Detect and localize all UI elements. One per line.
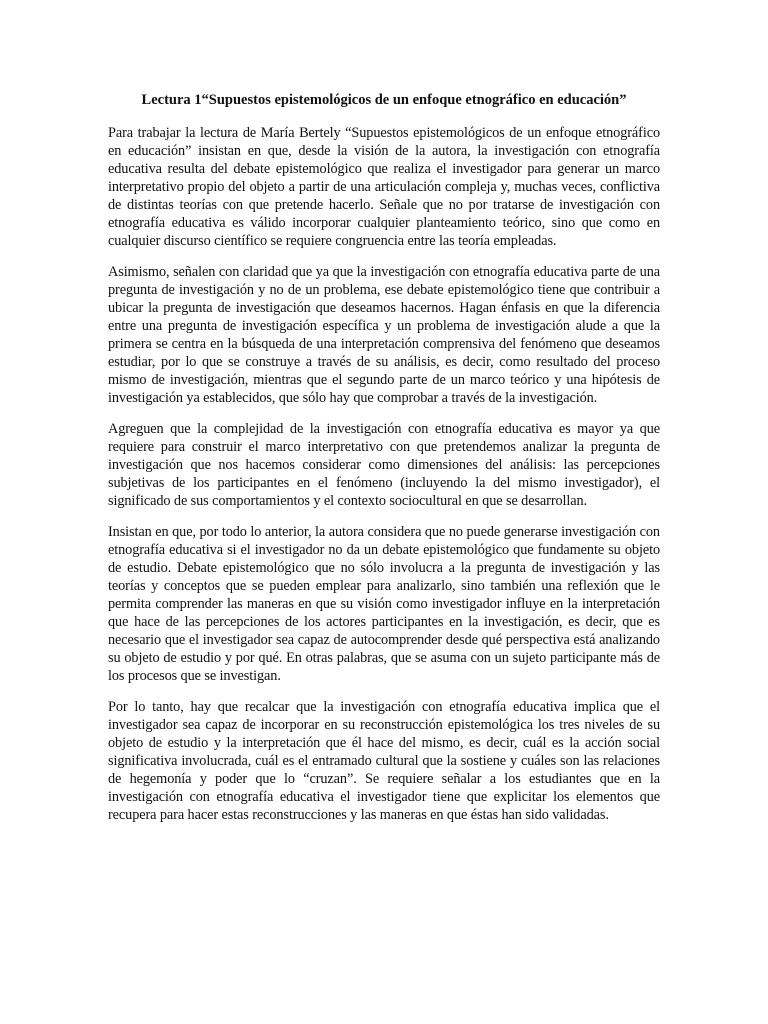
paragraph-3: Agreguen que la complejidad de la investigación con etnografía educativa es mayor ya que requiere para construir el marco interpretativo con que pretendemos analizar la pregunta de investigación que nos hacemos considerar como dimensiones del análisis: las percepciones subjetivas de los participantes en el fenómeno (incluyendo la del mismo investigador), el significado de sus comportamientos y el contexto sociocultural en que se desarrollan.: [108, 421, 660, 509]
paragraph-2: Asimismo, señalen con claridad que ya que la investigación con etnografía educativa parte de una pregunta de investigación y no de un problema, ese debate epistemológico tiene que contribuir a ubicar la pregunta de investigación que deseamos hacernos. Hagan énfasis en que la diferencia entre una pregunta de investigación específica y un problema de investigación alude a que la primera se centra en la búsqueda de una interpretación comprensiva del fenómeno que deseamos estudiar, por lo que se construye a través de su análisis, es decir, como resultado del proceso mismo de investigación, mientras que el segundo parte de un marco teórico y una hipótesis de investigación ya establecidos, que sólo hay que comprobar a través de la investigación.: [108, 264, 660, 406]
paragraph-1: Para trabajar la lectura de María Bertely “Supuestos epistemológicos de un enfoque etnográfico en educación” insistan en que, desde la visión de la autora, la investigación con etnografía educativa resulta del debate epistemológico que realiza el investigador para generar un marco interpretativo propio del objeto a partir de una articulación compleja y, muchas veces, conflictiva de distintas teorías con que pretende hacerlo. Señale que no por tratarse de investigación con etnografía educativa es válido incorporar cualquier planteamiento teórico, sino que como en cualquier discurso científico se requiere congruencia entre las teoría empleadas.: [108, 125, 660, 249]
paragraph-4: Insistan en que, por todo lo anterior, la autora considera que no puede generarse investigación con etnografía educativa si el investigador no da un debate epistemológico que fundamente su objeto de estudio. Debate epistemológico que no sólo involucra a la pregunta de investigación y las teorías y conceptos que se pueden emplear para analizarlo, sino también una reflexión que le permita comprender las maneras en que su visión como investigador influye en la interpretación que hace de las percepciones de los actores participantes en la investigación, es decir, que es necesario que el investigador sea capaz de autocomprender desde qué perspectiva está analizando su objeto de estudio y por qué. En otras palabras, que se asuma con un sujeto participante más de los procesos que se investigan.: [108, 524, 660, 684]
document-title: Lectura 1“Supuestos epistemológicos de un enfoque etnográfico en educación”: [141, 92, 627, 108]
paragraph-5: Por lo tanto, hay que recalcar que la investigación con etnografía educativa implica que el investigador sea capaz de incorporar en su reconstrucción epistemológica los tres niveles de su objeto de estudio y la interpretación que él hace del mismo, es decir, cuál es la acción social significativa involucrada, cuál es el entramado cultural que la sostiene y cuáles son las relaciones de hegemonía y poder que lo “cruzan”. Se requiere señalar a los estudiantes que en la investigación con etnografía educativa el investigador tiene que explicitar los elementos que recupera para hacer estas reconstrucciones y las maneras en que éstas han sido validadas.: [108, 699, 660, 823]
